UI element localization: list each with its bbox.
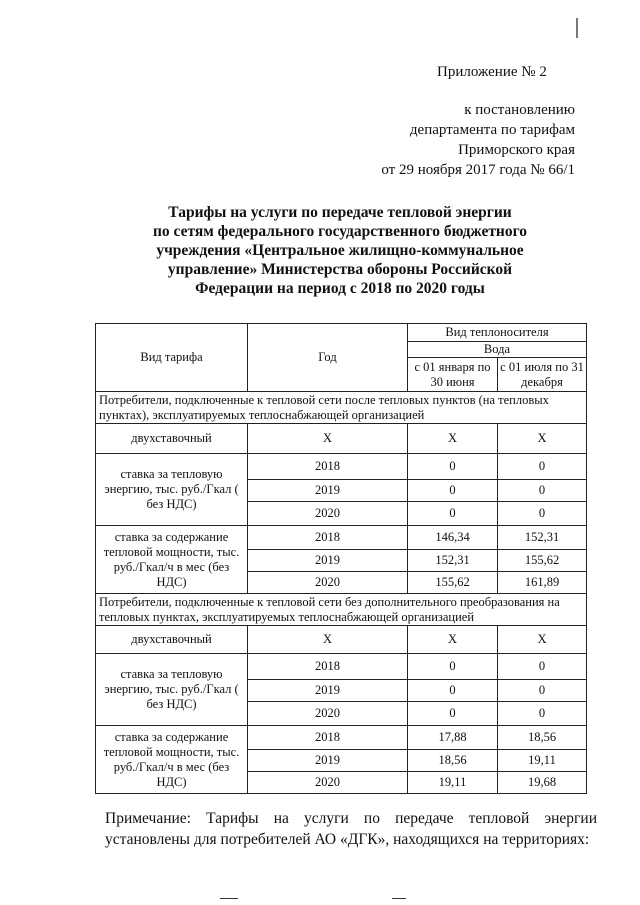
header-water: Вода — [408, 342, 587, 358]
value-cell: 0 — [408, 680, 498, 702]
year-cell: 2019 — [248, 480, 408, 502]
scan-mark — [220, 898, 238, 899]
value-cell: 0 — [408, 702, 498, 726]
year-cell: 2020 — [248, 502, 408, 526]
value-cell: Х — [408, 424, 498, 454]
value-cell: 0 — [408, 502, 498, 526]
year-cell: 2020 — [248, 702, 408, 726]
header-tariff-type: Вид тарифа — [96, 324, 248, 392]
value-cell: 155,62 — [408, 572, 498, 594]
value-cell: 152,31 — [498, 526, 587, 550]
value-cell: 17,88 — [408, 726, 498, 750]
value-cell: 0 — [498, 502, 587, 526]
section-heading: Потребители, подключенные к тепловой сети без дополнительного преобразования на тепловых пунктах, эксплуатируемых теплоснабжающей организацией — [96, 594, 587, 626]
title-line: управление» Министерства обороны Российской — [167, 261, 513, 278]
value-cell: Х — [498, 424, 587, 454]
value-cell: 18,56 — [498, 726, 587, 750]
table-row — [96, 526, 587, 550]
year-cell: 2020 — [248, 572, 408, 594]
tariff-table — [95, 323, 587, 794]
title-line: Тарифы на услуги по передаче тепловой энергии — [168, 204, 512, 221]
year-cell: 2019 — [248, 680, 408, 702]
tariff-label: ставка за содержание тепловой мощности, тыс. руб./Гкал/ч в мес (без НДС) — [96, 726, 248, 794]
year-cell: 2019 — [248, 550, 408, 572]
table-row — [96, 424, 587, 454]
value-cell: 0 — [498, 654, 587, 680]
resolution-reference — [380, 100, 575, 180]
year-cell: 2018 — [248, 726, 408, 750]
tariff-label: двухставочный — [96, 626, 248, 654]
value-cell: 155,62 — [498, 550, 587, 572]
value-cell: 19,68 — [498, 772, 587, 794]
value-cell: 0 — [498, 454, 587, 480]
note-paragraph: Примечание: Тарифы на услуги по передаче тепловой энергии установлены для потребителей АО «ДГК», находящихся на территориях: — [105, 810, 597, 848]
title-line: по сетям федерального государственного бюджетного — [152, 223, 528, 240]
value-cell: 0 — [408, 454, 498, 480]
value-cell: 146,34 — [408, 526, 498, 550]
scan-mark — [392, 898, 406, 899]
table-row — [96, 454, 587, 480]
year-cell: 2018 — [248, 526, 408, 550]
year-cell: 2020 — [248, 772, 408, 794]
year-cell: Х — [248, 424, 408, 454]
title-line: Федерации на период с 2018 по 2020 годы — [195, 280, 485, 297]
appendix-title: Приложение № 2 — [437, 64, 547, 80]
tariff-label: ставка за содержание тепловой мощности, тыс. руб./Гкал/ч в мес (без НДС) — [96, 526, 248, 594]
value-cell: 19,11 — [408, 772, 498, 794]
value-cell: Х — [408, 626, 498, 654]
resolution-line: к постановлению — [464, 102, 575, 118]
header-heat-carrier: Вид теплоносителя — [408, 324, 587, 342]
resolution-line: департамента по тарифам — [409, 122, 575, 138]
value-cell: Х — [498, 626, 587, 654]
value-cell: 19,11 — [498, 750, 587, 772]
value-cell: 161,89 — [498, 572, 587, 594]
value-cell: 152,31 — [408, 550, 498, 572]
year-cell: Х — [248, 626, 408, 654]
tariff-label: ставка за тепловую энергию, тыс. руб./Гкал ( без НДС) — [96, 654, 248, 726]
year-cell: 2019 — [248, 750, 408, 772]
value-cell: 18,56 — [408, 750, 498, 772]
header-period-1: с 01 января по 30 июня — [408, 358, 498, 392]
resolution-line: от 29 ноября 2017 года № 66/1 — [381, 162, 575, 178]
resolution-line: Приморского края — [458, 142, 575, 158]
value-cell: 0 — [498, 480, 587, 502]
value-cell: 0 — [408, 654, 498, 680]
year-cell: 2018 — [248, 454, 408, 480]
header-year: Год — [248, 324, 408, 392]
tariff-label: двухставочный — [96, 424, 248, 454]
value-cell: 0 — [498, 680, 587, 702]
section-heading: Потребители, подключенные к тепловой сети после тепловых пунктов (на тепловых пунктах), эксплуатируемых теплоснабжающей организацией — [96, 392, 587, 424]
value-cell: 0 — [498, 702, 587, 726]
tariff-label: ставка за тепловую энергию, тыс. руб./Гкал ( без НДС) — [96, 454, 248, 526]
table-row — [96, 654, 587, 680]
table-row — [96, 626, 587, 654]
title-line: учреждения «Центральное жилищно-коммунальное — [156, 242, 524, 259]
scan-mark — [576, 18, 578, 38]
document-title — [90, 203, 590, 298]
header-period-2: с 01 июля по 31 декабря — [498, 358, 587, 392]
value-cell: 0 — [408, 480, 498, 502]
table-row — [96, 726, 587, 750]
year-cell: 2018 — [248, 654, 408, 680]
